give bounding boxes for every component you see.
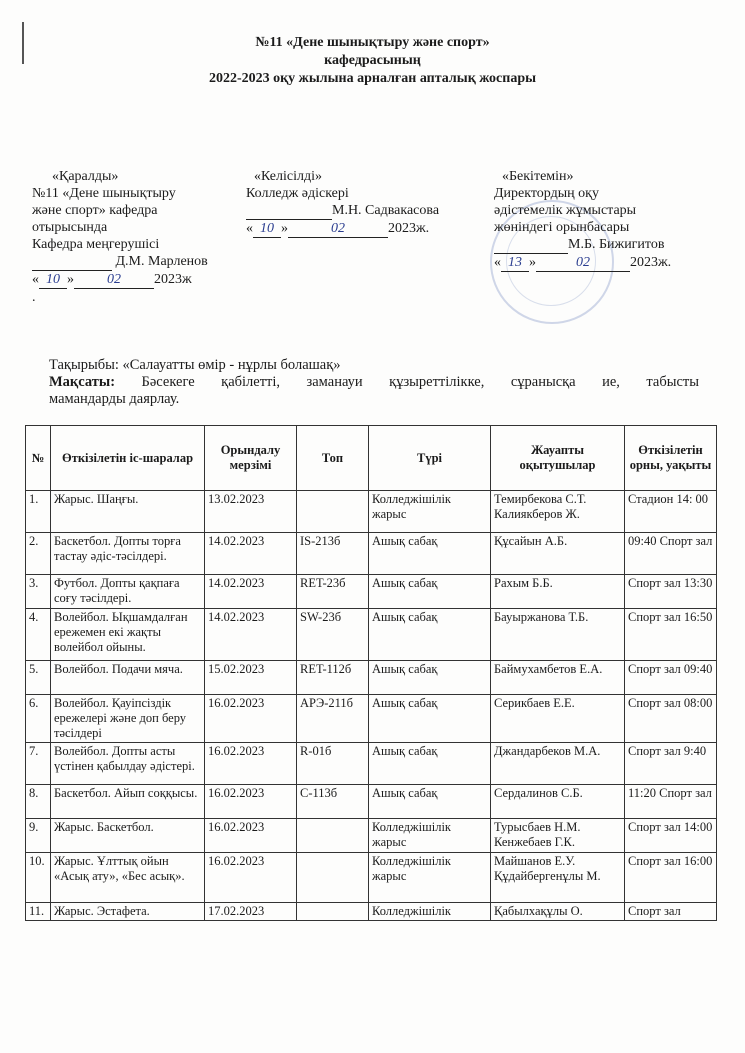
signature-line (246, 202, 439, 220)
cell-group: АРЭ-211б (297, 695, 369, 743)
approval-line: әдістемелік жұмыстары (494, 203, 637, 218)
signatory-name: Д.М. Марленов (115, 254, 208, 269)
approval-date: « 10 » 02 2023ж (32, 272, 192, 287)
goal-line (49, 374, 699, 391)
topic-line (49, 357, 699, 374)
cell-place: Спорт зал 16:00 (625, 853, 717, 903)
cell-type: Колледжішілік жарыс (369, 819, 491, 853)
cell-type: Ашық сабақ (369, 661, 491, 695)
approval-date: « 13 » 02 2023ж. (494, 255, 672, 270)
header-line-1: №11 «Дене шынықтыру және спорт» (255, 35, 490, 50)
cell-group: R-01б (297, 743, 369, 785)
cell-place: Стадион 14: 00 (625, 491, 717, 533)
table-row (26, 533, 717, 575)
header-line-3: 2022-2023 оқу жылына арналған апталық жоспары (208, 71, 537, 86)
cell-n: 7. (26, 743, 51, 785)
cell-place: 09:40 Спорт зал (625, 533, 717, 575)
cell-event: Жарыс. Ұлттық ойын «Асық ату», «Бес асық». (51, 853, 205, 903)
approval-reviewed (32, 168, 208, 306)
cell-n: 10. (26, 853, 51, 903)
date-month: 02 (536, 254, 630, 272)
cell-event: Волейбол. Қауіпсіздік ережелері және доп беру тәсілдері (51, 695, 205, 743)
approval-line: №11 «Дене шынықтыру (32, 186, 176, 201)
cell-date: 16.02.2023 (205, 743, 297, 785)
cell-date: 16.02.2023 (205, 785, 297, 819)
cell-teacher: Қабылхақұлы О. (491, 903, 625, 921)
cell-date: 14.02.2023 (205, 533, 297, 575)
cell-event: Жарыс. Баскетбол. (51, 819, 205, 853)
column-header: Топ (297, 426, 369, 491)
cell-place: Спорт зал 13:30 (625, 575, 717, 609)
signatory-name: М.Б. Бижигитов (568, 237, 665, 252)
approval-line: және спорт» кафедра (32, 203, 158, 218)
column-header: Жауапты оқытушылар (491, 426, 625, 491)
approval-agreed (246, 168, 439, 238)
cell-place: Спорт зал 08:00 (625, 695, 717, 743)
date-year: 2023ж. (630, 255, 672, 270)
cell-n: 11. (26, 903, 51, 921)
approval-line: Кафедра меңгерушісі (32, 237, 160, 252)
cell-type: Колледжішілік (369, 903, 491, 921)
date-month: 02 (288, 220, 388, 238)
cell-group: IS-213б (297, 533, 369, 575)
cell-type: Ашық сабақ (369, 575, 491, 609)
cell-place: Спорт зал (625, 903, 717, 921)
table-row (26, 491, 717, 533)
cell-group (297, 903, 369, 921)
cell-n: 6. (26, 695, 51, 743)
cell-event: Волейбол. Ықшамдалған ережемен екі жақты волейбол ойыны. (51, 609, 205, 661)
cell-event: Футбол. Допты қақпаға соғу тәсілдері. (51, 575, 205, 609)
approval-title: «Келісілді» (254, 169, 322, 184)
topic-label: Тақырыбы: (49, 357, 119, 373)
cell-teacher: Рахым Б.Б. (491, 575, 625, 609)
cell-group (297, 819, 369, 853)
signature-mark (494, 236, 568, 254)
cell-event: Баскетбол. Айып соққысы. (51, 785, 205, 819)
table-row (26, 609, 717, 661)
table-row (26, 575, 717, 609)
date-month: 02 (74, 271, 154, 289)
column-header: Орындалу мерзімі (205, 426, 297, 491)
cell-group: С-113б (297, 785, 369, 819)
cell-teacher: Баймухамбетов Е.А. (491, 661, 625, 695)
document-header (0, 34, 745, 88)
cell-teacher: Турысбаев Н.М. Кенжебаев Г.К. (491, 819, 625, 853)
cell-group (297, 491, 369, 533)
cell-type: Ашық сабақ (369, 743, 491, 785)
table-row (26, 661, 717, 695)
cell-place: 11:20 Спорт зал (625, 785, 717, 819)
table-row (26, 743, 717, 785)
approval-approved (494, 168, 671, 272)
signature-mark (246, 202, 332, 220)
approval-date: « 10 » 02 2023ж. (246, 221, 430, 236)
cell-teacher: Майшанов Е.У. Құдайбергенұлы М. (491, 853, 625, 903)
date-day: 13 (501, 254, 529, 272)
cell-event: Жарыс. Эстафета. (51, 903, 205, 921)
cell-date: 14.02.2023 (205, 575, 297, 609)
goal-text: Бәсекеге қабілетті, заманауи құзыреттілікке, сұранысқа ие, табысты (141, 374, 699, 390)
cell-group: SW-23б (297, 609, 369, 661)
date-day: 10 (39, 271, 67, 289)
cell-teacher: Темирбекова С.Т. Калиякберов Ж. (491, 491, 625, 533)
approval-line: отырысында (32, 220, 108, 235)
approval-line: Директордың оқу (494, 186, 599, 201)
table-header-row (26, 426, 717, 491)
column-header: Өткізілетін іс-шаралар (51, 426, 205, 491)
stray-dot: . (32, 290, 36, 305)
goal-label: Мақсаты: (49, 374, 116, 390)
column-header: № (26, 426, 51, 491)
date-year: 2023ж (154, 272, 192, 287)
cell-date: 14.02.2023 (205, 609, 297, 661)
cell-date: 16.02.2023 (205, 853, 297, 903)
signatory-name: М.Н. Садвакасова (332, 203, 440, 218)
cell-date: 15.02.2023 (205, 661, 297, 695)
cell-type: Колледжішілік жарыс (369, 853, 491, 903)
approval-line: Колледж әдіскері (246, 186, 349, 201)
topic-section (49, 357, 699, 408)
cell-group (297, 853, 369, 903)
cell-n: 1. (26, 491, 51, 533)
cell-type: Ашық сабақ (369, 533, 491, 575)
cell-place: Спорт зал 9:40 (625, 743, 717, 785)
cell-n: 3. (26, 575, 51, 609)
header-line-2: кафедрасының (324, 53, 421, 68)
goal-text-continued: мамандарды даярлау. (49, 391, 180, 407)
cell-n: 8. (26, 785, 51, 819)
cell-date: 16.02.2023 (205, 819, 297, 853)
table-row (26, 903, 717, 921)
approval-title: «Бекітемін» (502, 169, 574, 184)
table-row (26, 819, 717, 853)
cell-n: 4. (26, 609, 51, 661)
signature-mark (32, 253, 112, 271)
cell-place: Спорт зал 16:50 (625, 609, 717, 661)
cell-teacher: Бауыржанова Т.Б. (491, 609, 625, 661)
cell-n: 5. (26, 661, 51, 695)
cell-date: 16.02.2023 (205, 695, 297, 743)
cell-type: Колледжішілік жарыс (369, 491, 491, 533)
cell-group: RET-112б (297, 661, 369, 695)
cell-event: Жарыс. Шаңғы. (51, 491, 205, 533)
cell-event: Волейбол. Подачи мяча. (51, 661, 205, 695)
table-row (26, 853, 717, 903)
cell-teacher: Серикбаев Е.Е. (491, 695, 625, 743)
column-header: Түрі (369, 426, 491, 491)
cell-type: Ашық сабақ (369, 785, 491, 819)
cell-teacher: Сердалинов С.Б. (491, 785, 625, 819)
cell-type: Ашық сабақ (369, 609, 491, 661)
cell-event: Баскетбол. Допты торға тастау әдіс-тәсілдері. (51, 533, 205, 575)
cell-type: Ашық сабақ (369, 695, 491, 743)
topic-text: «Салауатты өмір - нұрлы болашақ» (122, 357, 341, 373)
cell-date: 17.02.2023 (205, 903, 297, 921)
signature-line (494, 236, 671, 254)
schedule-table (25, 425, 717, 921)
cell-teacher: Құсайын А.Б. (491, 533, 625, 575)
column-header: Өткізілетін орны, уақыты (625, 426, 717, 491)
date-day: 10 (253, 220, 281, 238)
cell-place: Спорт зал 09:40 (625, 661, 717, 695)
cell-event: Волейбол. Допты асты үстінен қабылдау әдістері. (51, 743, 205, 785)
date-year: 2023ж. (388, 221, 430, 236)
approval-line: жөніндегі орынбасары (494, 220, 630, 235)
cell-n: 9. (26, 819, 51, 853)
cell-place: Спорт зал 14:00 (625, 819, 717, 853)
cell-date: 13.02.2023 (205, 491, 297, 533)
table-row (26, 695, 717, 743)
cell-n: 2. (26, 533, 51, 575)
table-row (26, 785, 717, 819)
signature-line (32, 253, 208, 271)
cell-group: RET-23б (297, 575, 369, 609)
cell-teacher: Джандарбеков М.А. (491, 743, 625, 785)
approval-title: «Қаралды» (52, 169, 119, 184)
